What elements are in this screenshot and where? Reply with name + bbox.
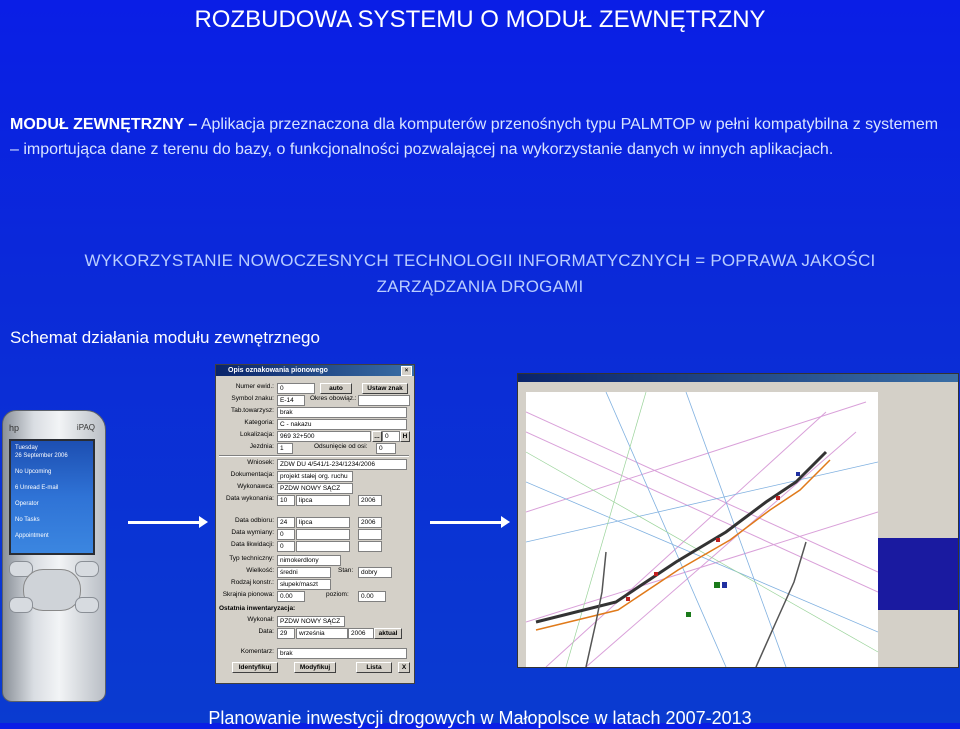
data-wykonania-label: Data wykonania: (225, 495, 274, 502)
typ-field[interactable]: nimokerdlony (277, 555, 341, 566)
pda-screen-line: 26 September 2006 (15, 453, 68, 459)
kategoria-field[interactable]: C - nakazu (277, 419, 407, 430)
banner-line-2: ZARZĄDZANIA DROGAMI (376, 277, 584, 296)
wykonawca-field[interactable]: PZDW NOWY SĄCZ (277, 483, 353, 494)
data-wykonania-day[interactable]: 10 (277, 495, 295, 506)
dokumentacja-field[interactable]: projekt stałej org. ruchu (277, 471, 353, 482)
kategoria-label: Kategoria: (244, 419, 274, 426)
stan-label: Stan: (338, 567, 354, 574)
pda-screen (9, 439, 95, 555)
dokumentacja-label: Dokumentacja: (230, 471, 274, 478)
ustaw-znak-button[interactable]: Ustaw znak (362, 383, 408, 394)
komentarz-field[interactable]: brak (277, 648, 407, 659)
form-titlebar (216, 365, 414, 376)
identyfikuj-button[interactable]: Identyfikuj (232, 662, 278, 673)
typ-label: Typ techniczny: (229, 555, 274, 562)
road-map-drawing (526, 392, 878, 667)
divider (219, 455, 409, 457)
pda-screen-line: No Upcoming (15, 469, 52, 475)
form-window (215, 364, 415, 684)
poziom-label: poziom: (326, 591, 349, 598)
rodzaj-label: Rodzaj konstr.: (231, 579, 274, 586)
komentarz-label: Komentarz: (240, 648, 274, 655)
banner-line-1: WYKORZYSTANIE NOWOCZESNYCH TECHNOLOGII INFORMATYCZNYCH = POPRAWA JAKOŚCI (84, 251, 876, 270)
skrajnia-field[interactable]: 0.00 (277, 591, 305, 602)
lokalizacja-label: Lokalizacja: (240, 431, 274, 438)
lokalizacja-field-2[interactable]: 0 (382, 431, 400, 442)
inw-data-year[interactable]: 2006 (348, 628, 374, 639)
jezdnia-label: Jezdnia: (249, 443, 274, 450)
inwentaryzacja-section-title: Ostatnia inwentaryzacja: (219, 605, 296, 612)
cad-layer-list (878, 538, 958, 610)
okres-field[interactable] (358, 395, 410, 406)
pda-screen-line: No Tasks (15, 517, 40, 523)
intro-text: Aplikacja przeznaczona dla komputerów przenośnych typu PALMTOP w pełni kompatybilna z systemem – importująca dane z terenu do bazy, o funkcjonalności pozwalającej na wykorzystanie danych w innych aplikacjach. (10, 116, 939, 158)
form-title: Opis oznakowania pionowego (228, 367, 328, 374)
pda-key (75, 597, 99, 613)
slide-title: ROZBUDOWA SYSTEMU O MODUŁ ZEWNĘTRZNY (194, 6, 766, 33)
symbol-field[interactable]: E-14 (277, 395, 305, 406)
pda-screen-line: Tuesday (15, 445, 38, 451)
pda-key (9, 597, 33, 613)
arrow-right-icon (430, 521, 502, 524)
stan-field[interactable]: dobry (358, 567, 392, 578)
lista-button[interactable]: Lista (356, 662, 392, 673)
lokalizacja-h-button[interactable]: H (400, 431, 410, 442)
technology-banner (0, 248, 960, 300)
data-odbioru-year[interactable]: 2006 (358, 517, 382, 528)
data-likwidacji-field[interactable]: 0 (277, 541, 295, 552)
pda-key (75, 561, 99, 577)
wielkosc-label: Wielkość: (246, 567, 274, 574)
data-likwidacji-year[interactable] (358, 541, 382, 552)
skrajnia-label: Skrajnia pionowa: (222, 591, 274, 598)
poziom-field[interactable]: 0.00 (358, 591, 386, 602)
data-likwidacji-month[interactable] (296, 541, 350, 552)
symbol-label: Symbol znaku: (231, 395, 274, 402)
numer-field[interactable]: 0 (277, 383, 315, 394)
data-wymiany-field[interactable]: 0 (277, 529, 295, 540)
wielkosc-field[interactable]: średni (277, 567, 331, 578)
data-odbioru-day[interactable]: 24 (277, 517, 295, 528)
auto-button[interactable]: auto (320, 383, 352, 394)
arrow-right-icon (128, 521, 200, 524)
inw-data-label: Data: (258, 628, 274, 635)
data-likwidacji-label: Data likwidacji: (231, 541, 274, 548)
odsuniecie-label: Odsunięcie od osi: (314, 443, 368, 450)
data-wymiany-label: Data wymiany: (231, 529, 274, 536)
intro-lead: MODUŁ ZEWNĘTRZNY – (10, 116, 198, 133)
inw-data-month[interactable]: września (296, 628, 348, 639)
data-wymiany-year[interactable] (358, 529, 382, 540)
wniosek-field[interactable]: ZDW DU 4/541/1-234/1234/2006 (277, 459, 407, 470)
okres-label: Okres obowiąz.: (310, 395, 357, 402)
schema-title: Schemat działania modułu zewnętrznego (10, 328, 320, 347)
data-odbioru-month[interactable]: lipca (296, 517, 350, 528)
cad-titlebar (518, 374, 958, 382)
jezdnia-field[interactable]: 1 (277, 443, 293, 454)
wykonawca-label: Wykonawca: (237, 483, 274, 490)
cad-toolbar (518, 382, 958, 392)
cad-side-panel (878, 392, 958, 667)
tab-label: Tab.towarzysz: (231, 407, 274, 414)
data-wykonania-month[interactable]: lipca (296, 495, 350, 506)
data-wykonania-year[interactable]: 2006 (358, 495, 382, 506)
cad-map-screenshot (517, 373, 959, 668)
pda-device-image (2, 410, 106, 702)
inw-data-day[interactable]: 29 (277, 628, 295, 639)
data-odbioru-label: Data odbioru: (234, 517, 274, 524)
modyfikuj-button[interactable]: Modyfikuj (294, 662, 336, 673)
rodzaj-field[interactable]: słupek/maszt (277, 579, 331, 590)
close-button[interactable]: X (398, 662, 410, 673)
cad-toolbox (518, 392, 526, 667)
lokalizacja-field[interactable]: 969 32+500 (277, 431, 371, 442)
wniosek-label: Wniosek: (247, 459, 274, 466)
inw-wykonal-field[interactable]: PZDW NOWY SĄCZ (277, 616, 345, 627)
odsuniecie-field[interactable]: 0 (376, 443, 396, 454)
footer-text: Planowanie inwestycji drogowych w Małopolsce w latach 2007-2013 (208, 708, 752, 728)
intro-paragraph (10, 112, 940, 162)
data-wymiany-month[interactable] (296, 529, 350, 540)
aktual-button[interactable]: aktual (374, 628, 402, 639)
pda-model: iPAQ (76, 423, 95, 432)
pda-screen-line: Operator (15, 501, 39, 507)
numer-label: Numer ewid.: (235, 383, 274, 390)
close-icon[interactable]: × (401, 366, 412, 376)
tab-field[interactable]: brak (277, 407, 407, 418)
inw-wykonal-label: Wykonał: (247, 616, 274, 623)
pda-brand: hp (9, 423, 20, 433)
pda-screen-line: Appointment (15, 533, 49, 539)
lokalizacja-browse-button[interactable]: ... (372, 431, 382, 442)
pda-screen-line: 6 Unread E-mail (15, 485, 59, 491)
